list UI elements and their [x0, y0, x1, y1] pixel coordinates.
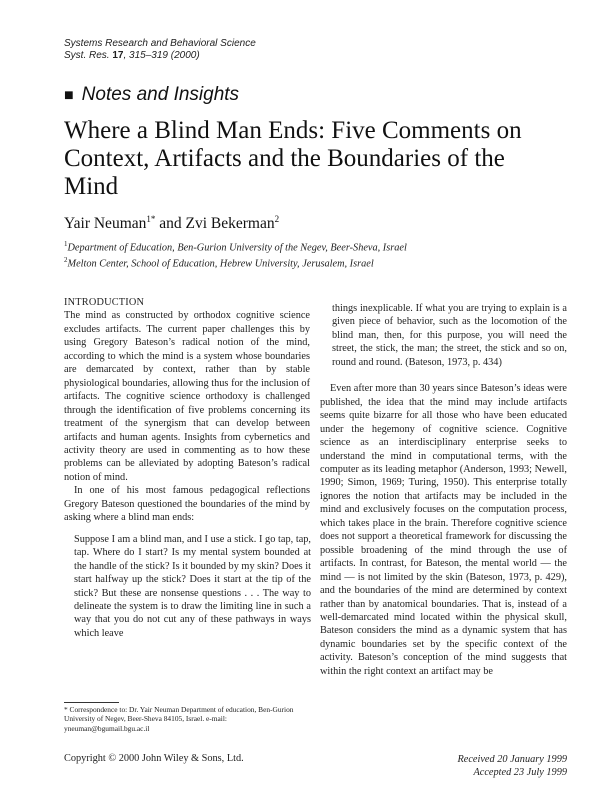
author-1: Yair Neuman [64, 215, 147, 233]
journal-volume: 17 [112, 50, 124, 61]
received-dates [457, 753, 567, 779]
paper-title: Where a Blind Man Ends: Five Comments on Context, Artifacts and the Boundaries of the Mind [64, 117, 522, 200]
section-heading: INTRODUCTION [64, 297, 145, 308]
body-paragraph: Even after more than 30 years since Bateson’s ideas were published, the idea that the mind may include artifacts seems quite bizarre for all those who have been educated under the hegemony of cognitive science. Cognitive science as an interdisciplinary enterprise seeks to understand the mind in computational terms, with the computer as its leading metaphor (Anderson, 1993; Newell, 1990; Simon, 1969; Turing, 1950). This enterprise totally ignores the notion that artifacts may be included in the mind and exclusively focuses on the computation process, which takes place in the brain. Therefore cognitive science does not support a theoretical framework for discussing the possible broadening of the mind through the use of artifacts. In contrast, for Bateson, the mental world — the mind — is not limited by the skin (Bateson, 1973, p. 429), and the boundaries of the mind are determined by context rather than by anatomical boundaries. That is, instead of a well-demarcated mind located within the physical skull, Bateson considers the mind as a dynamic system that has dynamic boundaries set by the specific context of the activity. Bateson’s conception of the mind suggests that within the right context an artifact may be [320, 383, 567, 677]
author-1-superscript: 1* [146, 214, 156, 224]
author-2-superscript: 2 [274, 214, 280, 224]
section-label-text: Notes and Insights [81, 84, 240, 105]
affiliation-2-text: Melton Center, School of Education, Hebrew University, Jerusalem, Israel [67, 258, 374, 270]
journal-header [64, 38, 256, 62]
author-2: Zvi Bekerman [185, 215, 275, 233]
footnote-rule [64, 702, 119, 703]
affiliation-2-number: 2 [64, 256, 68, 265]
received-date: Received 20 January 1999 [457, 754, 567, 765]
block-quote: Suppose I am a blind man, and I use a stick. I go tap, tap, tap. Where do I start? Is my mental system bounded at the handle of the stick? Is it bounded by my skin? Does it start halfway up the stick? Does it start at the tip of the stick? But these are nonsense questions . . . The way to delineate the system is to draw the limiting line in such a way that you do not cut any of these pathways in ways which leave [74, 533, 311, 639]
correspondence-footnote: * Correspondence to: Dr. Yair Neuman Department of education, Ben-Gurion University of Negev, Beer-Sheva 84105, Israel. e-mail: yneuman@bgumail.bgu.ac.il [64, 705, 294, 733]
author-conjunction: and [155, 215, 186, 233]
block-quote-continued: things inexplicable. If what you are trying to explain is a given piece of behavior, such as the locomotion of the blind man, then, for this purpose, you will need the street, the stick, the man; the street, the stick and so on, round and round. (Bateson, 1973, p. 434) [332, 303, 567, 368]
accepted-date: Accepted 23 July 1999 [473, 767, 567, 778]
copyright-notice: Copyright © 2000 John Wiley & Sons, Ltd. [64, 753, 244, 764]
affiliation-1 [64, 238, 407, 254]
affiliation-1-text: Department of Education, Ben-Gurion University of the Negev, Beer-Sheva, Israel [67, 242, 407, 254]
left-column [64, 296, 310, 640]
journal-pages-year: , 315–319 (2000) [123, 50, 200, 61]
abstract-paragraph: The mind as constructed by orthodox cognitive science excludes artifacts. The current paper challenges this by using Gregory Bateson’s radical notion of the mind, according to which the mind is a system whose boundaries are demarcated by context, rather than by stable physiological boundaries, allowing thus for the inclusion of artifacts. The cognitive science orthodoxy is challenged through the identification of five problems concerning its treatment of the synergism that can develop between artifacts and human agents. Insights from cybernetics and activity theory are used in commenting as to how these problems can be alleviated by adopting Bateson’s radical notion of mind. [64, 310, 310, 483]
square-bullet-icon: ■ [64, 87, 74, 104]
intro-paragraph: In one of his most famous pedagogical reflections Gregory Bateson questioned the boundaries of the mind by asking where a blind man ends: [64, 485, 310, 524]
affiliation-1-number: 1 [64, 240, 68, 248]
author-line [64, 214, 279, 233]
journal-citation [64, 50, 256, 62]
affiliation-2 [64, 254, 407, 270]
right-column [320, 302, 567, 678]
journal-name: Systems Research and Behavioral Science [64, 38, 256, 49]
section-label [64, 84, 239, 106]
affiliations [64, 238, 407, 271]
journal-abbrev: Syst. Res. [64, 50, 110, 61]
